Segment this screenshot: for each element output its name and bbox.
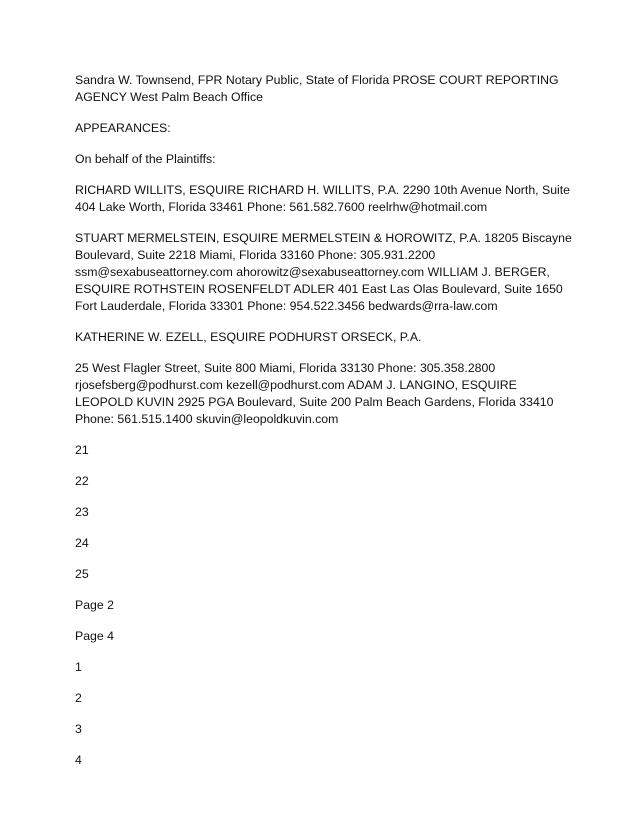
plaintiffs-heading: On behalf of the Plaintiffs: xyxy=(75,152,216,166)
appearances-heading: APPEARANCES: xyxy=(75,121,171,135)
attorney-ezell: KATHERINE W. EZELL, ESQUIRE PODHURST ORSECK, P.A. xyxy=(75,330,422,344)
line-number: 2 xyxy=(75,691,82,705)
attorney-mermelstein-berger: STUART MERMELSTEIN, ESQUIRE MERMELSTEIN & HOROWITZ, P.A. 18205 Biscayne Boulevard, Suite 2218 Miami, Florida 33160 Phone: 305.931.2200 ssm@sexabuseattorney.com ahorowitz@sexabuseattorney.com WILLIAM J. BERGER, ESQUIRE ROTHSTEIN ROSENFELDT ADLER 401 East Las Olas Boulevard, Suite 1650 Fort Lauderdale, Florida 33301 Phone: 954.522.3456 bedwards@rra-law.com xyxy=(75,231,572,313)
line-number: 3 xyxy=(75,722,82,736)
line-number: 22 xyxy=(75,474,89,488)
line-number: 21 xyxy=(75,443,89,457)
attorney-willits: RICHARD WILLITS, ESQUIRE RICHARD H. WILLITS, P.A. 2290 10th Avenue North, Suite 404 Lake Worth, Florida 33461 Phone: 561.582.7600 reelrhw@hotmail.com xyxy=(75,183,571,214)
page-label: Page 2 xyxy=(75,598,114,612)
line-number: 4 xyxy=(75,753,82,767)
attorney-podhurst-langino: 25 West Flagler Street, Suite 800 Miami, Florida 33130 Phone: 305.358.2800 rjosefsberg@podhurst.com kezell@podhurst.com ADAM J. LANGINO, ESQUIRE LEOPOLD KUVIN 2925 PGA Boulevard, Suite 200 Palm Beach Gardens, Florida 33410 Phone: 561.515.1400 skuvin@leopoldkuvin.com xyxy=(75,361,554,426)
reporter-info: Sandra W. Townsend, FPR Notary Public, State of Florida PROSE COURT REPORTING AGENCY West Palm Beach Office xyxy=(75,73,559,104)
line-number: 25 xyxy=(75,567,89,581)
line-number: 24 xyxy=(75,536,89,550)
document-page xyxy=(75,72,575,783)
line-number: 1 xyxy=(75,660,82,674)
line-number: 23 xyxy=(75,505,89,519)
page-label: Page 4 xyxy=(75,629,114,643)
